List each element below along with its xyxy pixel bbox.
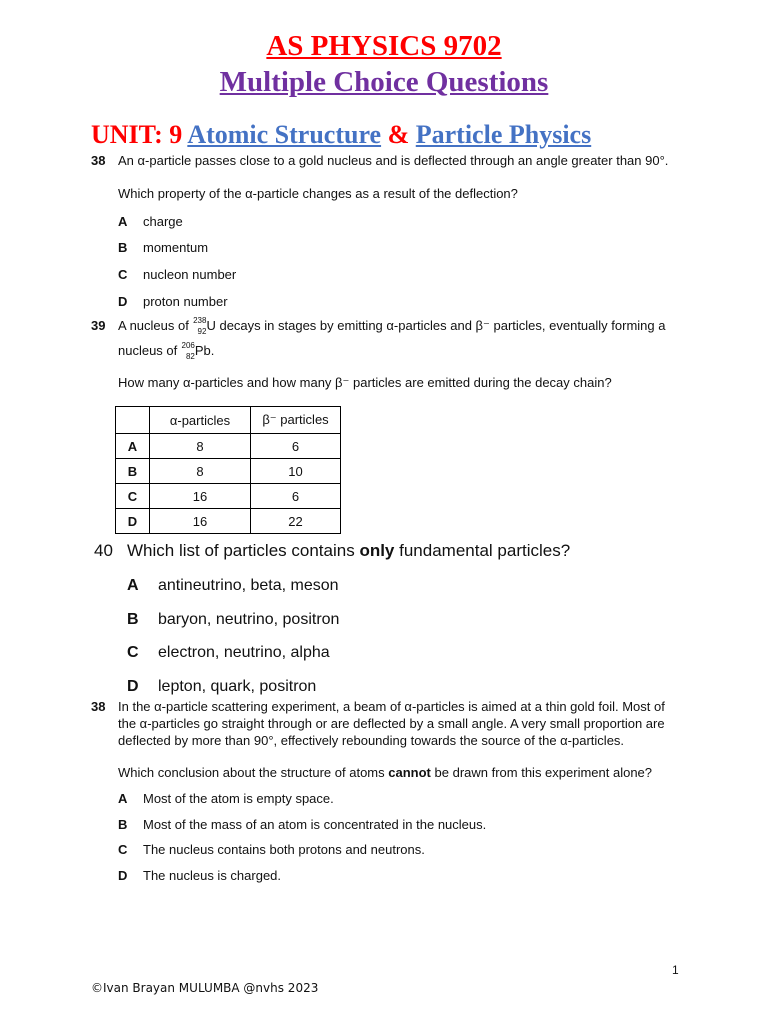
question-text-part: fundamental particles? (399, 541, 571, 560)
question-number: 38 (91, 699, 106, 714)
topic-link-atomic-structure[interactable]: Atomic Structure (187, 120, 382, 149)
question-text: the α-particles go straight through or are deflected by a small angle. A very small proportion are (118, 716, 665, 731)
footer-copyright: ©Ivan Brayan MULUMBA @nvhs 2023 (91, 981, 319, 995)
row-letter: D (116, 509, 150, 534)
topic-link-particle-physics[interactable]: Particle Physics (415, 120, 592, 149)
option-text: lepton, quark, positron (158, 678, 317, 695)
element-symbol: U (206, 318, 216, 333)
uranium-nuclide (192, 316, 207, 336)
element-symbol: Pb. (194, 343, 215, 358)
question-text-emphasis: cannot (388, 765, 431, 780)
option-letter: C (127, 644, 139, 661)
unit-label: UNIT: 9 (91, 120, 183, 149)
page-title: AS PHYSICS 9702 (266, 30, 502, 62)
option-text: The nucleus contains both protons and neutrons. (143, 842, 425, 857)
beta-count: 10 (251, 459, 341, 484)
question-prompt: How many α-particles and how many β⁻ particles are emitted during the decay chain? (118, 375, 612, 390)
option-letter: D (127, 678, 139, 695)
table-header-row (116, 407, 341, 434)
option-text: Most of the atom is empty space. (143, 791, 334, 806)
beta-count: 6 (251, 434, 341, 459)
option-text: Most of the mass of an atom is concentrated in the nucleus. (143, 817, 487, 832)
beta-count: 6 (251, 484, 341, 509)
question-text (118, 318, 665, 334)
mass-number: 238 (193, 316, 207, 325)
option-letter: D (118, 294, 128, 309)
question-text-emphasis: only (359, 541, 395, 560)
question-prompt (118, 765, 652, 780)
question-text: deflected by more than 90°, effectively rebounding towards the source of the α-particles. (118, 733, 625, 748)
option-letter: C (118, 267, 128, 282)
row-letter: C (116, 484, 150, 509)
row-letter: B (116, 459, 150, 484)
question-text: An α-particle passes close to a gold nucleus and is deflected through an angle greater than 90°. (118, 153, 669, 168)
alpha-count: 16 (150, 509, 251, 534)
beta-count: 22 (251, 509, 341, 534)
page-number: 1 (672, 963, 679, 977)
option-text: baryon, neutrino, positron (158, 611, 340, 628)
option-text: nucleon number (143, 267, 237, 282)
question-text-part: A nucleus of (118, 318, 189, 333)
alpha-count: 16 (150, 484, 251, 509)
option-text: charge (143, 214, 183, 229)
option-letter: A (127, 577, 139, 594)
question-number: 40 (94, 541, 113, 560)
option-text: electron, neutrino, alpha (158, 644, 330, 661)
proton-number: 82 (185, 352, 195, 361)
option-letter: B (127, 611, 139, 628)
unit-heading (91, 120, 591, 150)
alpha-count: 8 (150, 459, 251, 484)
option-letter: B (118, 240, 128, 255)
question-prompt: Which property of the α-particle changes as a result of the deflection? (118, 186, 518, 201)
option-text: antineutrino, beta, meson (158, 577, 339, 594)
alpha-count: 8 (150, 434, 251, 459)
option-text: The nucleus is charged. (143, 868, 282, 883)
decay-table (115, 406, 341, 534)
table-row (116, 509, 341, 534)
option-text: proton number (143, 294, 228, 309)
question-number: 39 (91, 318, 106, 333)
mass-number: 206 (181, 341, 195, 350)
column-header: β⁻ particles (251, 407, 341, 434)
row-letter: A (116, 434, 150, 459)
question-text-part: be drawn from this experiment alone? (434, 765, 653, 780)
question-text (118, 343, 214, 359)
option-text: momentum (143, 240, 209, 255)
page-subtitle: Multiple Choice Questions (219, 66, 549, 98)
column-header: α-particles (150, 407, 251, 434)
question-text: In the α-particle scattering experiment, a beam of α-particles is aimed at a thin gold foil. Most of (118, 699, 665, 714)
table-row (116, 484, 341, 509)
option-letter: B (118, 817, 128, 832)
option-letter: C (118, 842, 128, 857)
question-text-part: nucleus of (118, 343, 178, 358)
lead-nuclide (181, 341, 195, 361)
table-row (116, 459, 341, 484)
table-row (116, 434, 341, 459)
ampersand: & (387, 120, 410, 149)
proton-number: 92 (197, 327, 207, 336)
table-corner (116, 407, 150, 434)
question-text-part: decays in stages by emitting α-particles and β⁻ particles, eventually forming a (219, 318, 666, 333)
question-text (127, 541, 570, 561)
option-letter: A (118, 214, 128, 229)
question-text-part: Which conclusion about the structure of atoms (118, 765, 385, 780)
option-letter: A (118, 791, 128, 806)
option-letter: D (118, 868, 128, 883)
question-number: 38 (91, 153, 106, 168)
question-text-part: Which list of particles contains (127, 541, 355, 560)
